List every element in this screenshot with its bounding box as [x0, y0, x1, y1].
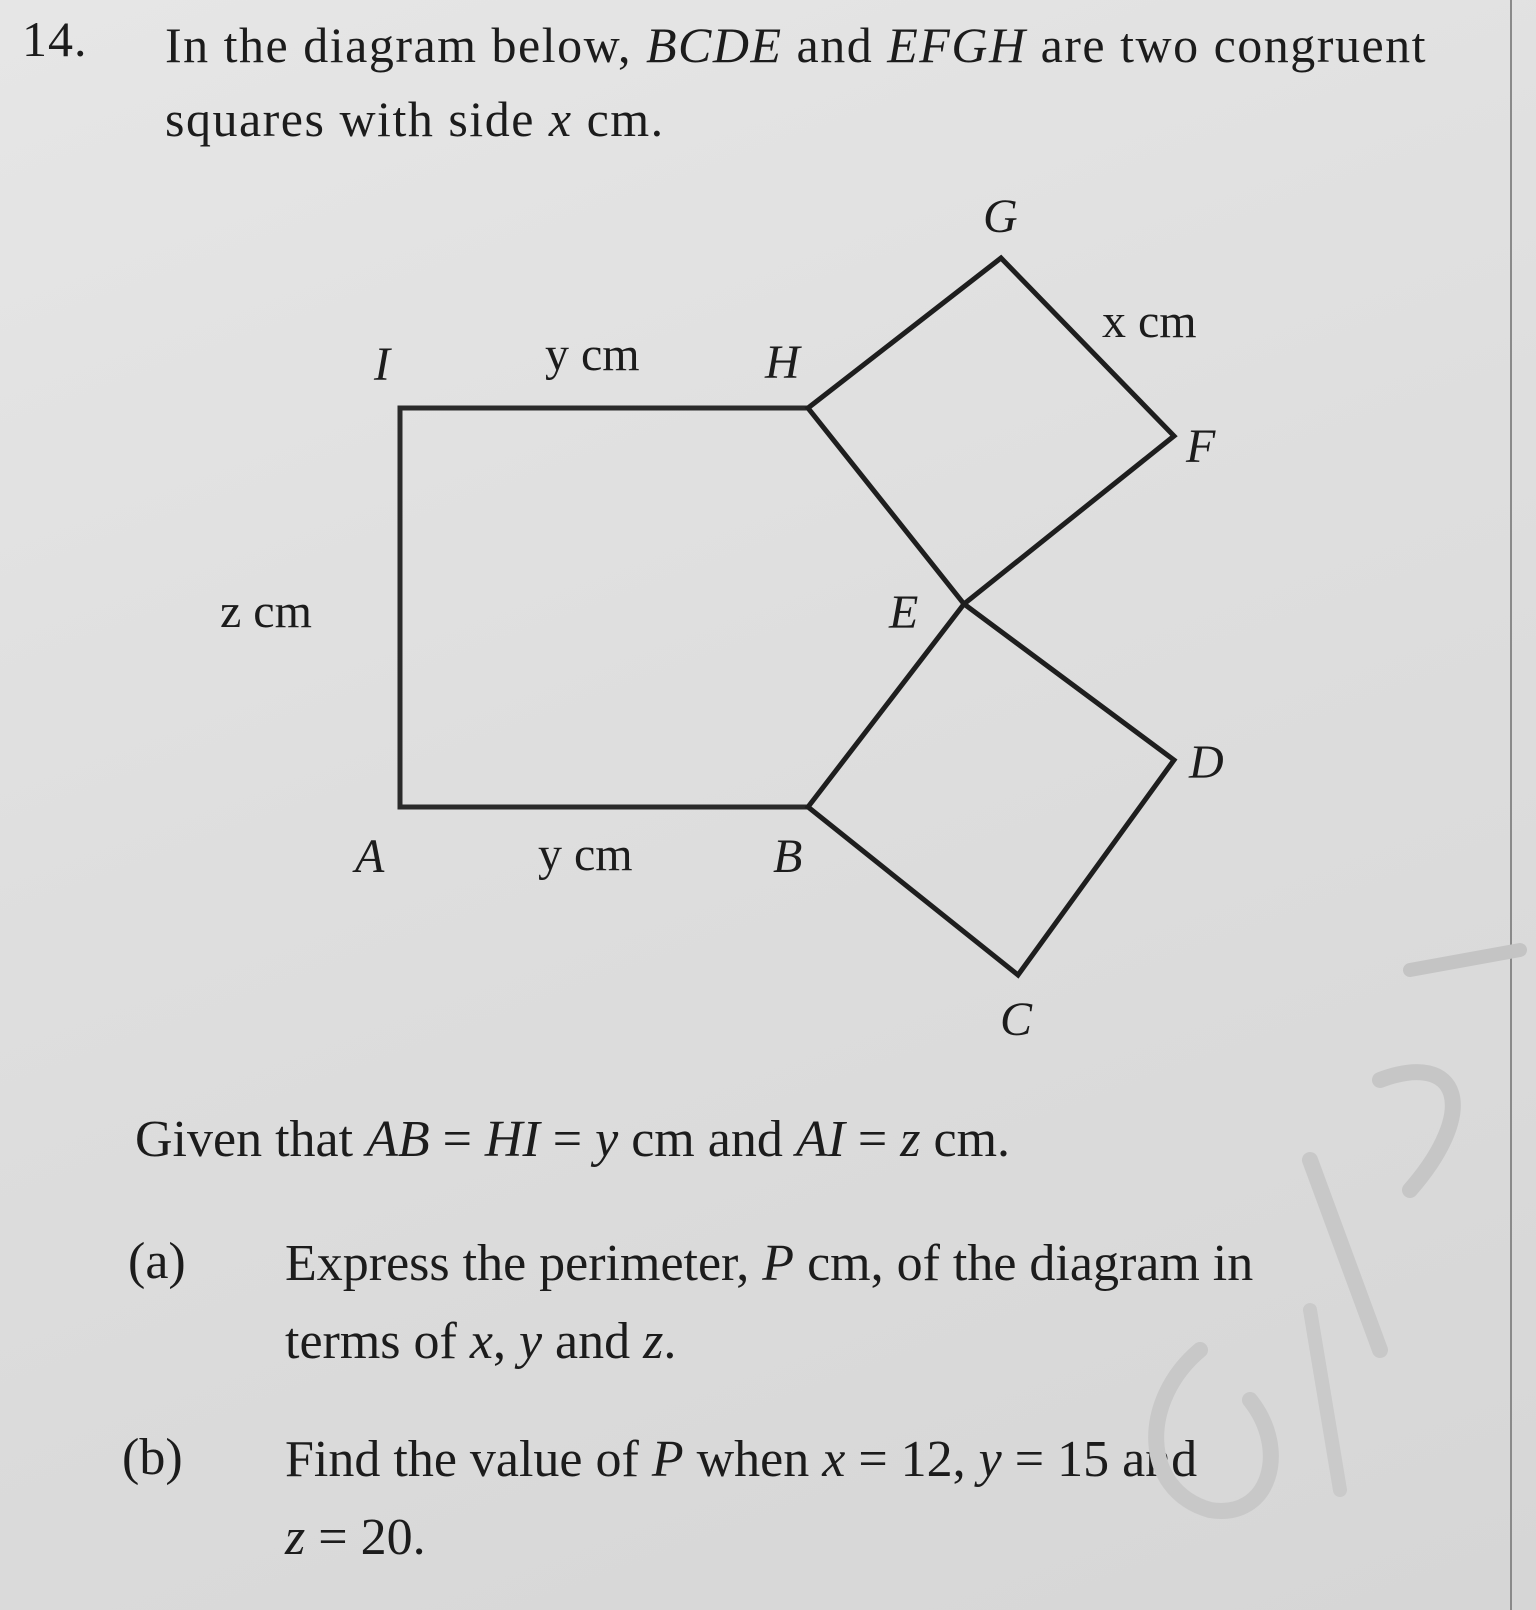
square-bcde [808, 604, 1174, 975]
point-label-d: D [1189, 736, 1224, 789]
side-label-hi: y cm [545, 328, 640, 381]
side-label-ai: z cm [220, 585, 312, 638]
part-b-line-1: Find the value of P when x = 12, y = 15 and [285, 1431, 1198, 1488]
point-label-b: B [773, 830, 803, 883]
show-through-watermark [1080, 930, 1530, 1610]
point-label-f: F [1186, 420, 1216, 473]
part-b-line-2: z = 20. [285, 1509, 426, 1566]
question-number: 14. [22, 11, 88, 67]
question-intro: In the diagram below, BCDE and EFGH are two congruent squares with side x cm. [165, 17, 1428, 147]
point-label-g: G [983, 190, 1018, 243]
point-label-a: A [355, 830, 385, 883]
point-label-e: E [889, 586, 919, 639]
part-a-line-2: terms of x, y and z. [285, 1313, 677, 1370]
part-a-label: (a) [128, 1233, 186, 1290]
point-label-i: I [374, 338, 390, 391]
part-b-label: (b) [122, 1429, 183, 1486]
point-label-c: C [1000, 993, 1033, 1046]
side-label-ab: y cm [538, 828, 633, 881]
point-label-h: H [765, 336, 800, 389]
given-statement: Given that AB = HI = y cm and AI = z cm. [135, 1111, 1011, 1168]
rectangle-abhi [400, 408, 808, 807]
part-a-line-1: Express the perimeter, P cm, of the diagram in [285, 1235, 1254, 1292]
side-label-gf: x cm [1102, 295, 1197, 348]
